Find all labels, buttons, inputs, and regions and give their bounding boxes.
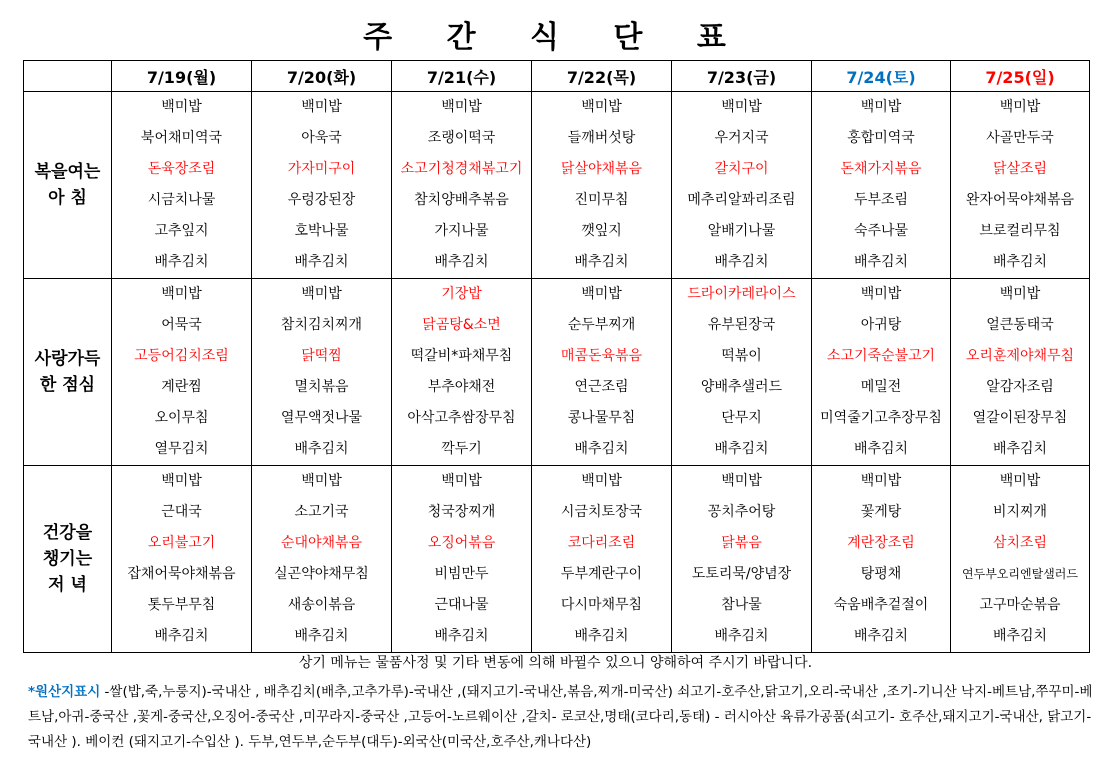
menu-item: 닭곰탕&소면	[422, 317, 501, 333]
menu-item: 꽁치추어탕	[707, 504, 776, 520]
menu-item: 실곤약야채무침	[274, 566, 369, 582]
menu-item: 깍두기	[441, 441, 482, 457]
menu-item: 깻잎지	[581, 223, 622, 239]
menu-item: 돈채가지볶음	[840, 161, 922, 177]
menu-item: 소고기청경채볶고기	[400, 161, 523, 177]
menu-item: 도토리묵/양념장	[691, 566, 792, 582]
menu-item: 북어채미역국	[140, 130, 223, 146]
menu-cell	[532, 92, 672, 279]
meal-row	[24, 279, 1090, 466]
menu-item: 배추김치	[294, 254, 349, 270]
menu-cell	[672, 466, 812, 653]
menu-item: 단무지	[721, 410, 762, 426]
menu-item: 갈치구이	[714, 161, 769, 177]
meal-row	[24, 92, 1090, 279]
menu-item: 떡갈비*파채무침	[410, 348, 513, 364]
menu-item: 배추김치	[574, 628, 629, 644]
menu-item: 얼큰동태국	[986, 317, 1054, 333]
menu-item: 백미밥	[581, 286, 622, 302]
menu-cell	[112, 466, 252, 653]
menu-item: 메밀전	[860, 379, 902, 395]
menu-item: 백미밥	[301, 99, 342, 115]
menu-item: 시금치나물	[147, 192, 216, 208]
menu-item: 배추김치	[434, 254, 489, 270]
menu-item: 꽃게탕	[860, 504, 902, 520]
menu-item: 백미밥	[441, 99, 482, 115]
menu-item: 배추김치	[154, 254, 209, 270]
menu-item: 오리불고기	[147, 535, 216, 551]
menu-item: 백미밥	[301, 473, 342, 489]
menu-item: 백미밥	[999, 473, 1041, 489]
menu-cell	[252, 279, 392, 466]
menu-item: 기장밥	[441, 286, 482, 302]
menu-item: 배추김치	[714, 628, 769, 644]
menu-item: 순두부찌개	[567, 317, 636, 333]
menu-cell	[392, 466, 532, 653]
menu-change-notice: 상기 메뉴는 물품사정 및 기타 변동에 의해 바뀔수 있으니 양해하여 주시기 바랍니다.	[298, 655, 813, 671]
menu-item: 닭살조림	[992, 161, 1048, 177]
meal-label: 사랑가득 한 점심	[24, 279, 112, 466]
menu-item: 다시마채무침	[560, 597, 643, 613]
menu-cell	[532, 466, 672, 653]
menu-item: 알감자조림	[986, 379, 1054, 395]
menu-item: 삼치조림	[992, 535, 1048, 551]
menu-item: 연근조림	[574, 379, 629, 395]
menu-item: 열무액젓나물	[280, 410, 363, 426]
menu-item: 오징어볶음	[427, 535, 496, 551]
menu-item: 아삭고추쌈장무침	[407, 410, 516, 426]
menu-item: 백미밥	[301, 286, 342, 302]
menu-cell	[812, 466, 951, 653]
day-header: 7/24(토)	[812, 61, 951, 92]
menu-item: 배추김치	[992, 254, 1048, 270]
menu-item: 양배추샐러드	[700, 379, 783, 395]
menu-item: 배추김치	[992, 441, 1048, 457]
menu-item: 백미밥	[999, 286, 1041, 302]
menu-item: 배추김치	[574, 254, 629, 270]
menu-item: 백미밥	[161, 473, 202, 489]
origin-label: *원산지표시	[28, 684, 101, 700]
menu-cell	[672, 279, 812, 466]
menu-item: 배추김치	[294, 441, 349, 457]
menu-item: 고구마순볶음	[979, 597, 1061, 613]
menu-cell	[252, 466, 392, 653]
menu-item: 백미밥	[860, 99, 902, 115]
menu-item: 배추김치	[574, 441, 629, 457]
menu-item: 매콤돈육볶음	[560, 348, 643, 364]
menu-item: 배추김치	[434, 628, 489, 644]
menu-cell	[951, 466, 1090, 653]
menu-item: 백미밥	[581, 473, 622, 489]
menu-item: 미역줄기고추장무침	[820, 410, 942, 426]
menu-item: 떡볶이	[721, 348, 762, 364]
menu-item: 유부된장국	[707, 317, 776, 333]
menu-item: 백미밥	[161, 99, 202, 115]
meal-label: 건강을 챙기는 저 녁	[24, 466, 112, 653]
menu-cell	[112, 279, 252, 466]
menu-item: 백미밥	[860, 286, 902, 302]
menu-item: 백미밥	[721, 473, 762, 489]
day-header: 7/21(수)	[392, 61, 532, 92]
menu-item: 가자미구이	[287, 161, 356, 177]
menu-item: 콩나물무침	[567, 410, 636, 426]
header-row	[24, 61, 1090, 92]
menu-item: 진미무침	[574, 192, 629, 208]
menu-item: 백미밥	[999, 99, 1041, 115]
menu-cell	[112, 92, 252, 279]
menu-item: 백미밥	[161, 286, 202, 302]
menu-item: 백미밥	[441, 473, 482, 489]
menu-item: 고등어김치조림	[134, 348, 229, 364]
menu-item: 배추김치	[853, 254, 909, 270]
menu-item: 소고기죽순불고기	[826, 348, 936, 364]
menu-item: 참나물	[721, 597, 762, 613]
menu-item: 호박나물	[294, 223, 349, 239]
menu-cell	[672, 92, 812, 279]
menu-item: 사골만두국	[986, 130, 1054, 146]
menu-item: 부추야채전	[427, 379, 496, 395]
menu-item: 닭볶음	[721, 535, 762, 551]
menu-item: 배추김치	[714, 254, 769, 270]
menu-item: 숙주나물	[853, 223, 909, 239]
meal-label: 복을여는 아 침	[24, 92, 112, 279]
menu-item: 참치김치찌개	[280, 317, 363, 333]
menu-item: 돈육장조림	[147, 161, 216, 177]
menu-item: 가지나물	[434, 223, 489, 239]
day-header: 7/20(화)	[252, 61, 392, 92]
menu-item: 잡채어묵야채볶음	[127, 566, 236, 582]
menu-item: 배추김치	[853, 441, 909, 457]
menu-item: 새송이볶음	[287, 597, 356, 613]
menu-item: 멸치볶음	[294, 379, 349, 395]
menu-item: 우렁강된장	[287, 192, 356, 208]
menu-item: 열무김치	[154, 441, 209, 457]
menu-item: 홍합미역국	[847, 130, 915, 146]
menu-item: 고추잎지	[154, 223, 209, 239]
day-header: 7/25(일)	[951, 61, 1090, 92]
menu-item: 계란찜	[161, 379, 202, 395]
menu-item: 완자어묵야채볶음	[965, 192, 1075, 208]
menu-item: 메추리알꽈리조림	[687, 192, 796, 208]
weekly-menu-table	[23, 60, 1090, 653]
menu-item: 탕평채	[860, 566, 902, 582]
menu-item: 계란장조림	[847, 535, 915, 551]
menu-item: 들깨버섯탕	[567, 130, 636, 146]
menu-item: 오리훈제야채무침	[965, 348, 1075, 364]
menu-item: 드라이카레라이스	[687, 286, 796, 302]
menu-cell	[532, 279, 672, 466]
menu-item: 배추김치	[853, 628, 909, 644]
menu-item: 배추김치	[154, 628, 209, 644]
menu-item: 시금치토장국	[560, 504, 643, 520]
origin-info	[28, 680, 1098, 755]
menu-cell	[252, 92, 392, 279]
menu-item: 두부조림	[853, 192, 909, 208]
menu-item: 두부계란구이	[560, 566, 643, 582]
menu-item: 백미밥	[721, 99, 762, 115]
corner-cell	[24, 61, 112, 92]
menu-item: 오이무침	[154, 410, 209, 426]
day-header: 7/19(월)	[112, 61, 252, 92]
origin-text: -쌀(밥,죽,누룽지)-국내산 , 배추김치(배추,고추가루)-국내산 ,(돼지고기-국내산,볶음,찌개-미국산) 쇠고기-호주산,닭고기,오리-국내산 ,조기-기니산 낙지-베트남,쭈꾸미-베트남,아귀-중국산 ,꽃게-중국산,오징어-중국산 ,미꾸라지-중국산 ,고등어-노르웨이산 ,갈치- 로코산,명태(코다리,동태) - 러시아산 육류가공품(쇠고기- 호주산,돼지고기-국내산, 닭고기- 국내산 ). 베이컨 (돼지고기-수입산 ). 두부,연두부,순두부(대두)-외국산(미국산,호주산,캐나다산)	[28, 684, 1093, 750]
menu-item: 백미밥	[581, 99, 622, 115]
menu-item: 비빔만두	[434, 566, 489, 582]
menu-item: 참치양배추볶음	[414, 192, 509, 208]
menu-cell	[951, 279, 1090, 466]
menu-item: 우거지국	[714, 130, 769, 146]
day-header: 7/22(목)	[532, 61, 672, 92]
menu-cell	[812, 279, 951, 466]
menu-item: 브로컬리무침	[979, 223, 1061, 239]
menu-item: 배추김치	[294, 628, 349, 644]
menu-cell	[392, 92, 532, 279]
menu-item: 소고기국	[294, 504, 349, 520]
day-header: 7/23(금)	[672, 61, 812, 92]
page-title: 주 간 식 단 표	[363, 20, 748, 55]
menu-item: 아욱국	[301, 130, 342, 146]
menu-item: 백미밥	[860, 473, 902, 489]
menu-item: 어묵국	[161, 317, 202, 333]
menu-item: 조랭이떡국	[427, 130, 496, 146]
menu-item: 코다리조림	[567, 535, 636, 551]
menu-item: 배추김치	[992, 628, 1048, 644]
menu-cell	[951, 92, 1090, 279]
menu-item: 근대나물	[434, 597, 489, 613]
menu-item: 비지찌개	[992, 504, 1048, 520]
menu-item: 숙움배추겉절이	[833, 597, 929, 613]
menu-item: 닭떡찜	[301, 348, 342, 364]
meal-row	[24, 466, 1090, 653]
menu-item: 닭살야채볶음	[560, 161, 643, 177]
menu-item: 아귀탕	[860, 317, 902, 333]
menu-item: 열갈이된장무침	[972, 410, 1068, 426]
menu-item: 알배기나물	[707, 223, 776, 239]
menu-cell	[392, 279, 532, 466]
menu-item: 연두부오리엔탈샐러드	[962, 567, 1078, 581]
menu-cell	[812, 92, 951, 279]
menu-item: 청국장찌개	[427, 504, 496, 520]
menu-item: 톳두부무침	[147, 597, 216, 613]
menu-item: 근대국	[161, 504, 202, 520]
menu-item: 순대야채볶음	[280, 535, 363, 551]
menu-item: 배추김치	[714, 441, 769, 457]
